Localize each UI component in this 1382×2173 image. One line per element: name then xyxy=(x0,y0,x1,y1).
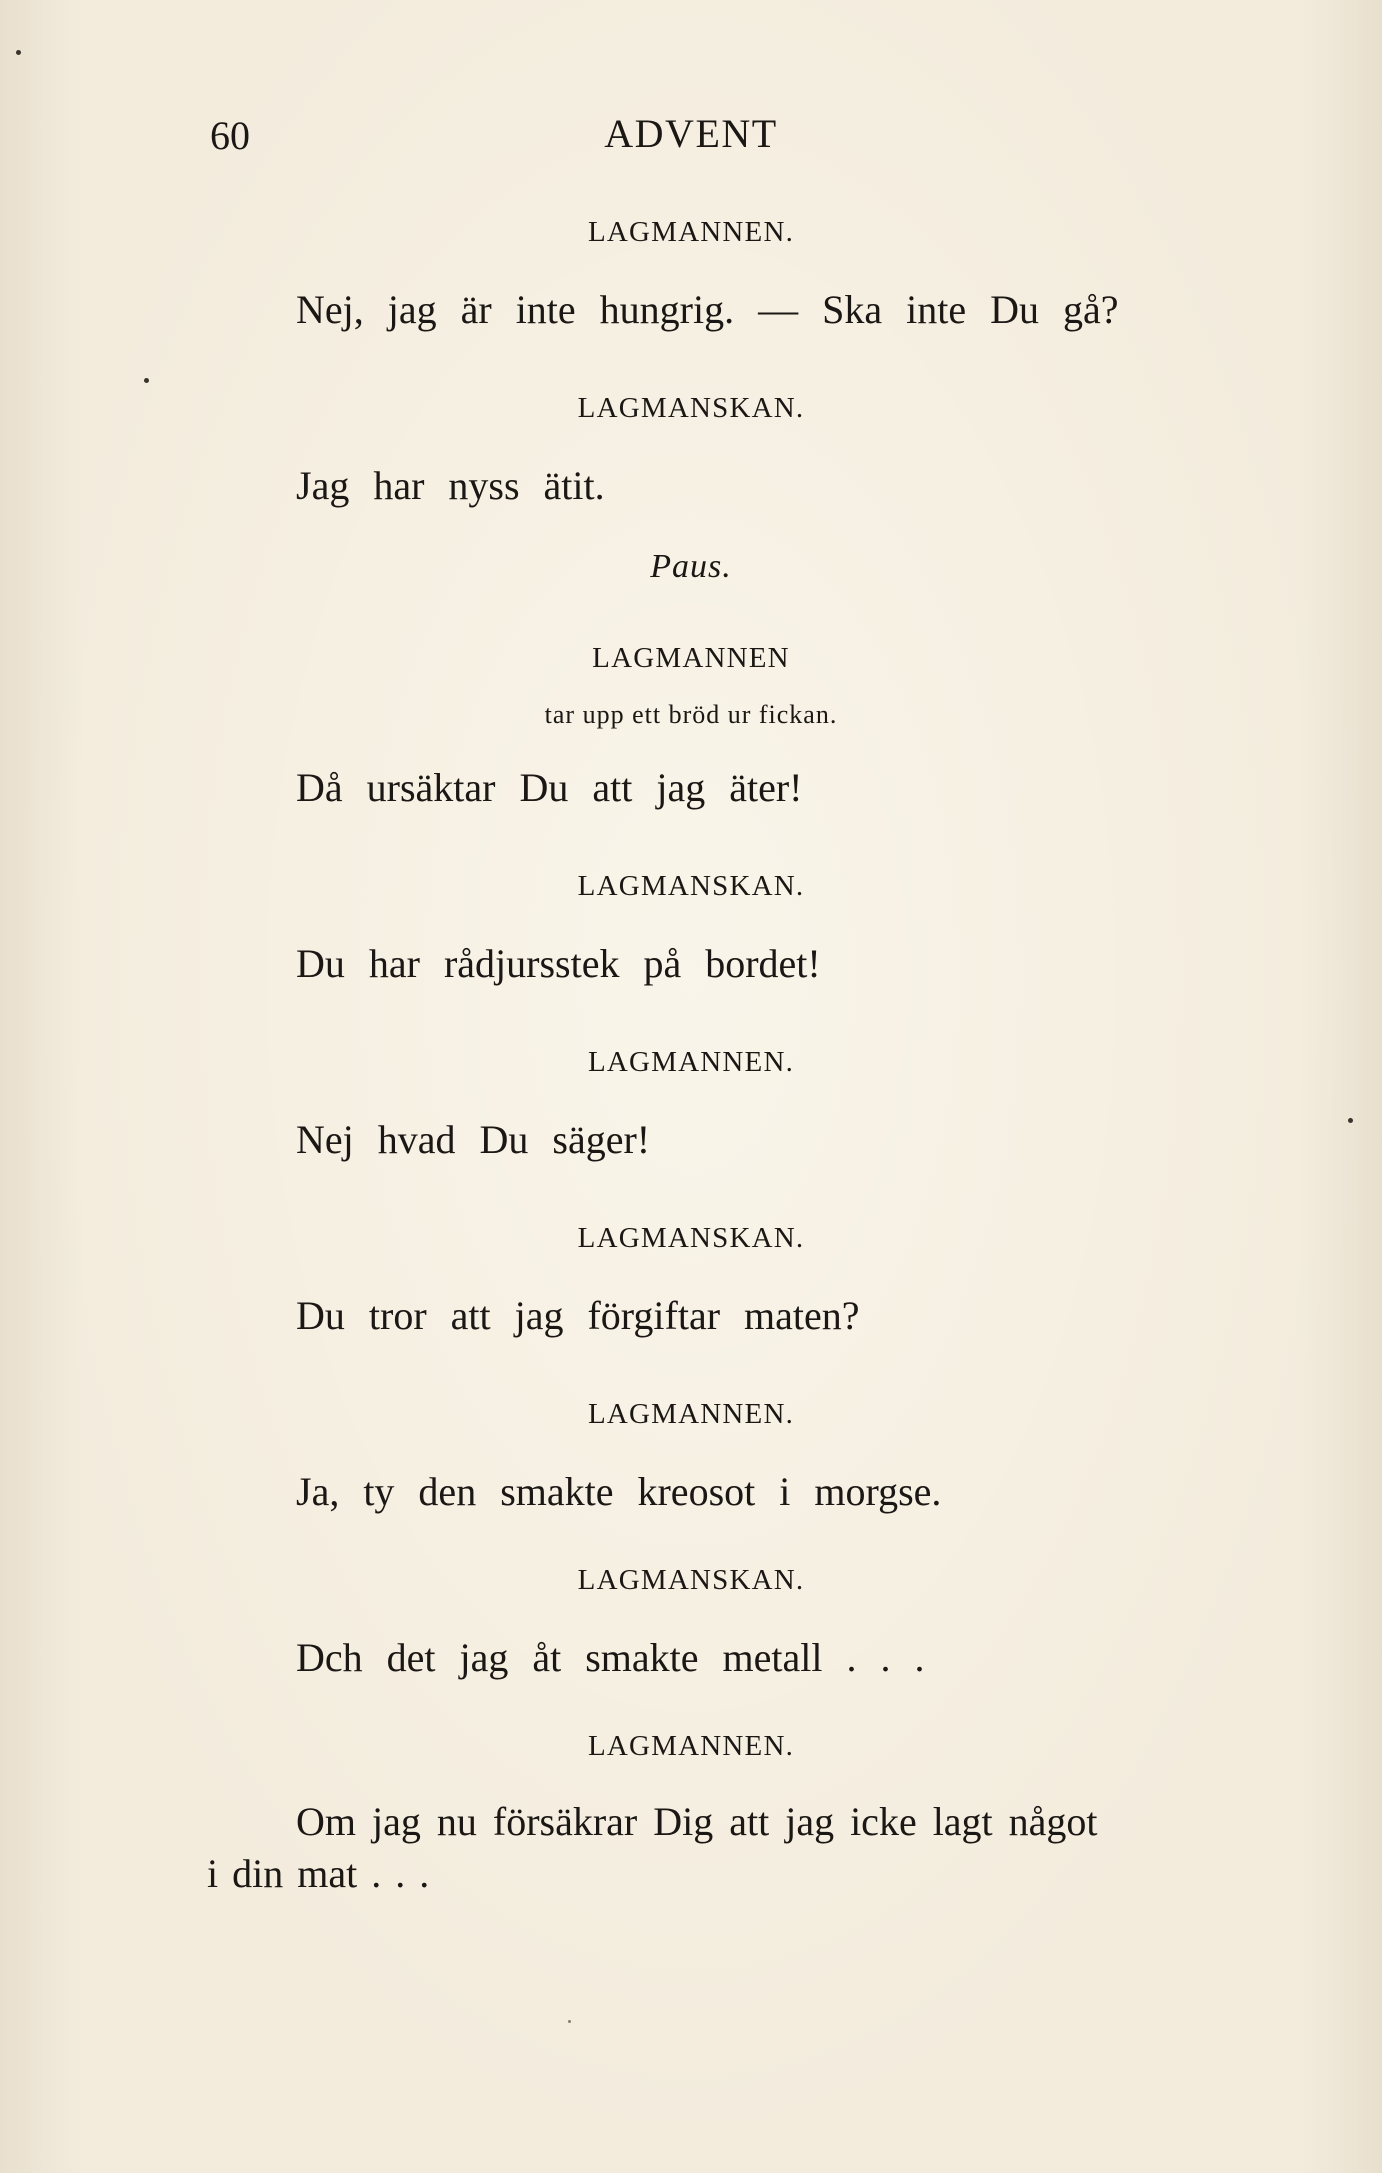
dialogue-line: Du har rådjursstek på bordet! xyxy=(296,941,821,986)
page-number: 60 xyxy=(210,113,250,158)
dialogue-line: Ja, ty den smakte kreosot i morgse. xyxy=(296,1469,942,1514)
stage-direction: Paus. xyxy=(650,548,732,585)
dialogue-line: Dch det jag åt smakte metall . . . xyxy=(296,1635,925,1680)
speaker-name: LAGMANSKAN. xyxy=(577,870,805,902)
paper-speck xyxy=(1348,1118,1353,1123)
dialogue-line: Du tror att jag förgiftar maten? xyxy=(296,1293,860,1338)
dialogue-line: Då ursäktar Du att jag äter! xyxy=(296,765,803,810)
speaker-name: LAGMANNEN xyxy=(592,642,790,674)
paper-speck xyxy=(16,50,21,55)
running-head xyxy=(0,110,1382,157)
paper-speck xyxy=(144,378,149,383)
stage-direction: tar upp ett bröd ur fickan. xyxy=(544,700,838,729)
dialogue-line: Jag har nyss ätit. xyxy=(296,463,605,508)
dialogue-continuation: i din mat . . . xyxy=(207,1851,430,1896)
dialogue-line: Nej hvad Du säger! xyxy=(296,1117,651,1162)
paper-speck xyxy=(568,2020,571,2023)
speaker-name: LAGMANNEN. xyxy=(587,216,795,248)
dialogue-line: Om jag nu försäkrar Dig att jag icke lagt något xyxy=(296,1799,1098,1844)
speaker-name: LAGMANSKAN. xyxy=(577,392,805,424)
speaker-name: LAGMANSKAN. xyxy=(577,1222,805,1254)
dialogue-line: Nej, jag är inte hungrig. — Ska inte Du gå? xyxy=(296,287,1119,332)
speaker-name: LAGMANNEN. xyxy=(587,1398,795,1430)
running-head-title: ADVENT xyxy=(604,111,778,156)
speaker-name: LAGMANSKAN. xyxy=(577,1564,805,1596)
speaker-name: LAGMANNEN. xyxy=(587,1730,795,1762)
speaker-name: LAGMANNEN. xyxy=(587,1046,795,1078)
